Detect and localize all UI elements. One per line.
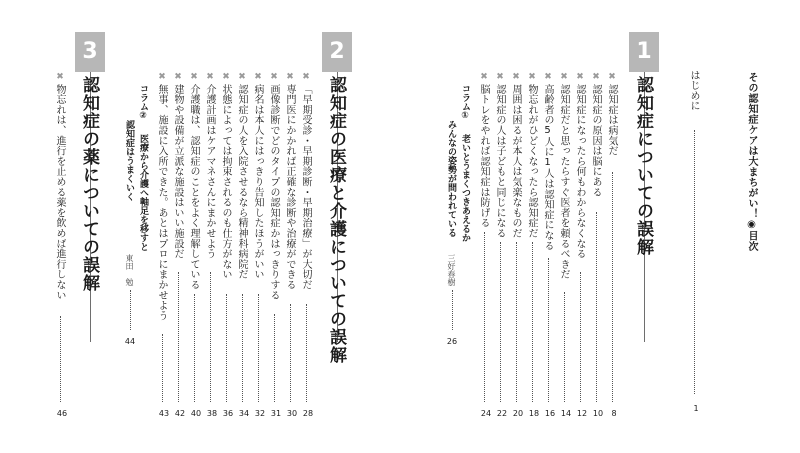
toc-entry[interactable] — [542, 72, 556, 418]
toc-entry[interactable] — [510, 72, 524, 418]
dot-leader — [484, 232, 485, 402]
column-title-line1: 老いとうまくつきあえるか — [460, 134, 470, 242]
x-mark-icon: ✖ — [496, 72, 504, 82]
page-number: 43 — [158, 409, 170, 418]
x-mark-icon: ✖ — [238, 72, 246, 82]
page-number: 24 — [480, 409, 492, 418]
entry-title: 認知症だと思ったらすぐ医者を頼るべきだ — [558, 84, 569, 280]
dot-leader — [580, 272, 581, 402]
page-number: 10 — [592, 409, 604, 418]
x-mark-icon: ✖ — [286, 72, 294, 82]
page-number: 26 — [446, 337, 458, 346]
toc-entry[interactable] — [284, 72, 298, 418]
x-mark-icon: ✖ — [528, 72, 536, 82]
toc-entry[interactable] — [252, 72, 266, 418]
chapter-2-title: 認知症の医療と介護についての誤解 — [326, 76, 346, 364]
toc-entry[interactable] — [494, 72, 508, 418]
x-mark-icon: ✖ — [576, 72, 584, 82]
entry-title: 状態によっては拘束されるのも仕方がない — [220, 84, 231, 280]
page-number: 34 — [238, 409, 250, 418]
page-number: 16 — [544, 409, 556, 418]
column-author: 東田 勉 — [125, 254, 134, 286]
entry-title: 認知症の原因は脳にある — [590, 84, 601, 198]
page-number: 8 — [611, 409, 617, 418]
toc-entry[interactable] — [188, 72, 202, 418]
dot-leader — [612, 172, 613, 402]
toc-entry[interactable] — [204, 72, 218, 418]
entry-title: 認知症の人を入院させるなら精神科病院だ — [236, 84, 247, 280]
entry-title: 専門医にかかれば正確な診断や治療ができる — [284, 84, 295, 290]
entry-title: 介護計画はケアマネさんにまかせよう — [204, 84, 215, 260]
x-mark-icon: ✖ — [56, 72, 64, 82]
toc-entry[interactable] — [574, 72, 588, 418]
toc-entry[interactable] — [268, 72, 282, 418]
column-title-line1: 医療から介護へ軸足を移すと — [138, 134, 148, 251]
dot-leader — [274, 314, 275, 402]
entry-title: 無事、施設に入所できた。あとはプロにまかせよう — [156, 84, 167, 321]
entry-title: 物忘れがひどくなったら認知症だ — [526, 84, 537, 239]
x-mark-icon: ✖ — [560, 72, 568, 82]
x-mark-icon: ✖ — [158, 72, 166, 82]
dot-leader — [548, 258, 549, 402]
x-mark-icon: ✖ — [512, 72, 520, 82]
dot-leader — [532, 242, 533, 402]
page-number: 20 — [512, 409, 524, 418]
entry-title: 周囲は困るが本人は気楽なものだ — [510, 84, 521, 239]
chapter-1-number-tab: 1 — [629, 32, 659, 72]
dot-leader — [516, 242, 517, 402]
dot-leader — [162, 334, 163, 402]
page-number: 46 — [56, 409, 68, 418]
dot-leader — [306, 304, 307, 402]
dot-leader — [210, 272, 211, 402]
entry-title: 認知症になったら何もわからなくなる — [574, 84, 585, 260]
dot-leader — [178, 272, 179, 402]
entry-title: 物忘れは、進行を止める薬を飲めば進行しない — [54, 84, 65, 301]
page-number: 32 — [254, 409, 266, 418]
chapter-2-number-tab: 2 — [322, 32, 352, 72]
column-author: 三好春樹 — [447, 254, 456, 286]
chapter-3-title: 認知症の薬についての誤解 — [79, 76, 99, 292]
dot-leader — [258, 294, 259, 402]
dot-leader — [290, 304, 291, 402]
x-mark-icon: ✖ — [480, 72, 488, 82]
dot-leader — [226, 294, 227, 402]
toc-entry[interactable] — [526, 72, 540, 418]
toc-entry[interactable] — [220, 72, 234, 418]
chapter-1-title: 認知症についての誤解 — [633, 76, 653, 256]
entry-title: はじめに — [688, 70, 699, 112]
column-title-line2: 認知症はうまくいく — [124, 120, 134, 201]
toc-entry-intro[interactable] — [688, 70, 702, 413]
toc-entry[interactable] — [558, 72, 572, 418]
entry-title: 介護職は、認知症のことをよく理解している — [188, 84, 199, 290]
toc-entry[interactable] — [590, 72, 604, 418]
x-mark-icon: ✖ — [190, 72, 198, 82]
toc-entry[interactable] — [172, 72, 186, 418]
page-number: 28 — [302, 409, 314, 418]
x-mark-icon: ✖ — [222, 72, 230, 82]
entry-title: 認知症は病気だ — [606, 84, 617, 157]
page-number: 42 — [174, 409, 186, 418]
page-number: 22 — [496, 409, 508, 418]
toc-entry[interactable] — [478, 72, 492, 418]
x-mark-icon: ✖ — [592, 72, 600, 82]
x-mark-icon: ✖ — [270, 72, 278, 82]
entry-title: 「早期受診・早期診断・早期治療」が大切だ — [300, 84, 311, 290]
entry-title: 脳トレをやれば認知症は防げる — [478, 84, 489, 229]
page-number: 12 — [576, 409, 588, 418]
entry-title: 建物や設備が立派な施設はいい施設だ — [172, 84, 183, 260]
dot-leader — [596, 212, 597, 402]
page-number: 31 — [270, 409, 282, 418]
page-number: 1 — [693, 404, 699, 413]
column-title-line2: みんなの姿勢が問われている — [446, 120, 456, 237]
dot-leader — [694, 130, 695, 394]
toc-entry[interactable] — [54, 72, 68, 418]
chapter-3-number-tab: 3 — [75, 32, 105, 72]
x-mark-icon: ✖ — [302, 72, 310, 82]
dot-leader — [500, 242, 501, 402]
toc-entry[interactable] — [606, 72, 620, 418]
page-number: 40 — [190, 409, 202, 418]
dot-leader — [194, 294, 195, 402]
x-mark-icon: ✖ — [174, 72, 182, 82]
x-mark-icon: ✖ — [608, 72, 616, 82]
x-mark-icon: ✖ — [544, 72, 552, 82]
column-label: コラム② — [138, 84, 148, 121]
x-mark-icon: ✖ — [254, 72, 262, 82]
column-label: コラム① — [460, 84, 470, 121]
dot-leader — [452, 290, 453, 330]
page-number: 38 — [206, 409, 218, 418]
page-number: 44 — [124, 337, 136, 346]
toc-entry[interactable] — [300, 72, 314, 418]
dot-leader — [60, 316, 61, 402]
toc-entry[interactable] — [156, 72, 170, 418]
entry-title: 病名は本人にはっきり告知したほうがいい — [252, 84, 263, 280]
page-number: 14 — [560, 409, 572, 418]
x-mark-icon: ✖ — [206, 72, 214, 82]
page-number: 18 — [528, 409, 540, 418]
toc-entry[interactable] — [236, 72, 250, 418]
dot-leader — [242, 294, 243, 402]
page-number: 30 — [286, 409, 298, 418]
entry-title: 高齢者の5人に1人は認知症になる — [542, 84, 553, 251]
book-title: その認知症ケアは大まちがい！◉目次 — [746, 72, 757, 252]
dot-leader — [130, 290, 131, 330]
page-number: 36 — [222, 409, 234, 418]
entry-title: 認知症の人は子どもと同じになる — [494, 84, 505, 239]
dot-leader — [564, 292, 565, 402]
entry-title: 画像診断でどのタイプの認知症かはっきりする — [268, 84, 279, 301]
